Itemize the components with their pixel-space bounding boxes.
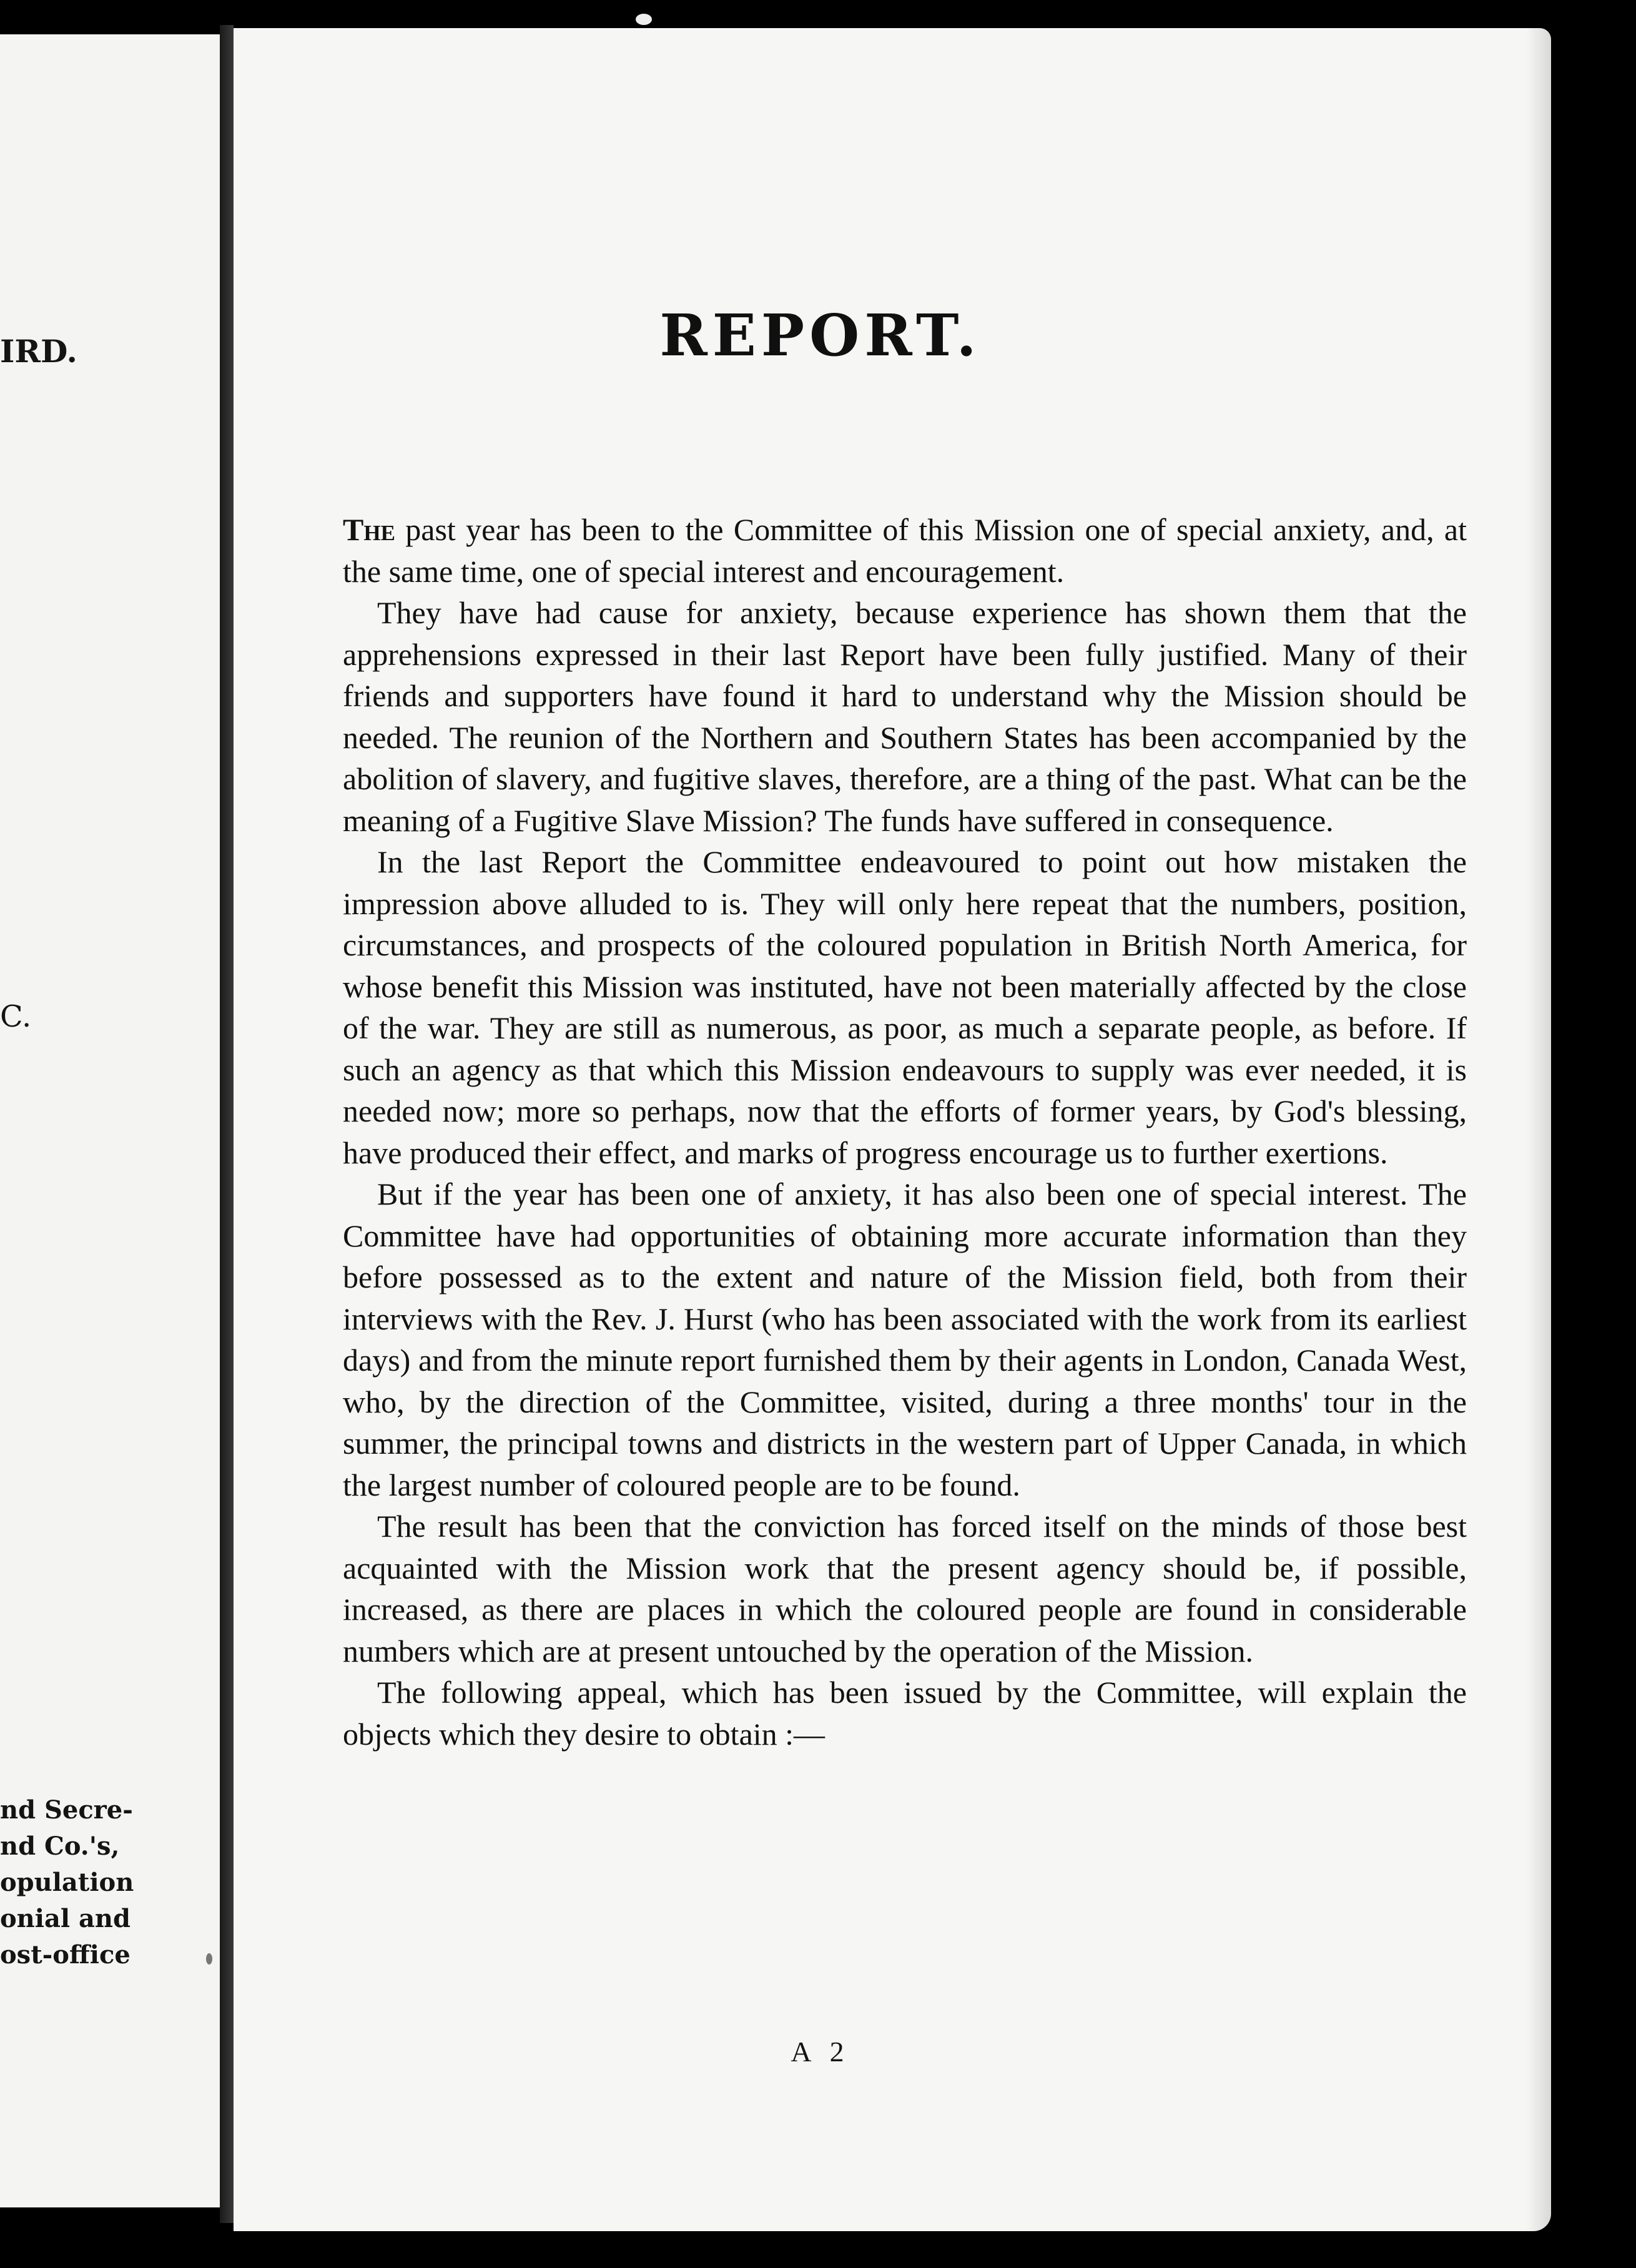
paragraph [343,509,1467,592]
report-body [343,509,1467,1755]
paragraph: They have had cause for anxiety, because experience has shown them that the apprehensions expressed in their last Report have been fully justified. Many of their friends and supporters have found it hard to understand why the Mission should be needed. The reunion of the Northern and Southern States has been accompanied by the abolition of slavery, and fugitive slaves, therefore, are a thing of the past. What can be the meaning of a Fugitive Slave Mission? The funds have suffered in consequence. [343,595,1467,838]
paragraph: The result has been that the conviction has forced itself on the minds of those best acquainted with the Mission work that the present agency should be, if possible, increased, as there are places in which the coloured people are found in considerable numbers which are at present untouched by the operation of the Mission. [343,1509,1467,1669]
facing-page-text-c: C. [0,999,32,1034]
paragraph-text: past year has been to the Committee of this Mission one of special anxiety, and, at the same time, one of special interest and encouragement. [343,512,1467,589]
page-title: REPORT. [659,302,982,369]
paragraph-lead-word: The [343,512,395,547]
facing-page-line: onial and [0,1904,131,1933]
facing-page-text-ird: IRD. [0,333,77,370]
page-edge-shadow [1526,28,1551,2231]
ink-speck [206,1953,212,1965]
facing-page-line: nd Secre- [0,1795,133,1825]
book-gutter [220,25,234,2223]
paragraph: In the last Report the Committee endeavoured to point out how mistaken the impression above alluded to is. They will only here repeat that the numbers, position, circumstances, and prospects of the coloured population in British North America, for whose benefit this Mission was instituted, have not been materially affected by the close of the war. They are still as numerous, as poor, as much a separate people, as before. If such an agency as that which this Mission endeavours to supply was ever needed, it is needed now; more so perhaps, now that the efforts of former years, by God's blessing, have produced their effect, and marks of progress encourage us to further exertions. [343,844,1467,1170]
paragraph: But if the year has been one of anxiety, it has also been one of special interest. The Committee have had opportunities of obtaining more accurate information than they before possessed as to the extent and nature of the Mission field, both from their interviews with the Rev. J. Hurst (who has been associated with the work from its earliest days) and from the minute report furnished them by their agents in London, Canada West, who, by the direction of the Committee, visited, during a three months' tour in the summer, the principal towns and districts in the western part of Upper Canada, in which the largest number of coloured people are to be found. [343,1176,1467,1502]
signature-mark: A 2 [791,2036,850,2068]
paragraph: The following appeal, which has been issued by the Committee, will explain the objects which they desire to obtain :— [343,1675,1467,1752]
report-page [234,28,1551,2231]
facing-page-line: opulation [0,1868,134,1897]
ink-speck [636,14,652,25]
facing-page-text-block [0,1792,134,1973]
facing-page-line: ost-office [0,1940,131,1970]
facing-page-line: nd Co.'s, [0,1832,120,1861]
facing-page-fragment [0,34,222,2207]
